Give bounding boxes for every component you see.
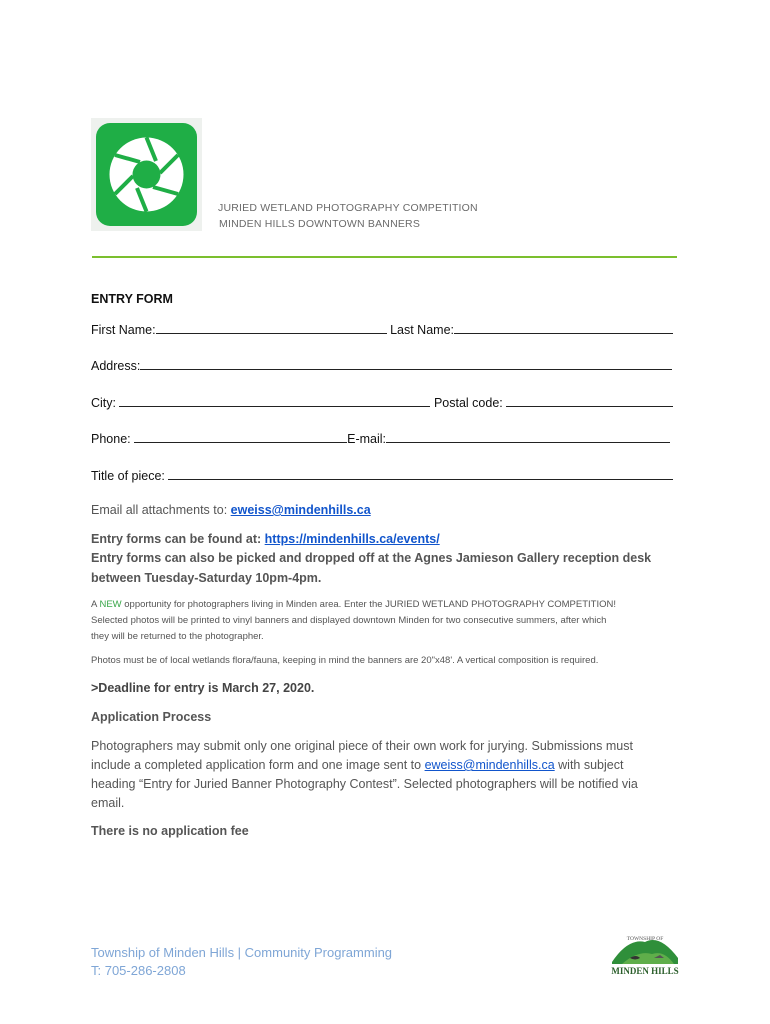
aperture-icon xyxy=(96,123,197,226)
process-line-1: Photographers may submit only one original piece of their own work for jurying. Submissions must xyxy=(91,739,633,753)
address-field[interactable] xyxy=(140,357,672,370)
city-field[interactable] xyxy=(119,394,430,407)
last-name-field[interactable] xyxy=(454,321,673,334)
postal-field[interactable] xyxy=(506,394,673,407)
email-attachments xyxy=(91,503,371,517)
process-line-2a: include a completed application form and one image sent to xyxy=(91,758,422,772)
header-line-2: MINDEN HILLS DOWNTOWN BANNERS xyxy=(219,218,421,230)
no-fee: There is no application fee xyxy=(91,824,249,838)
deadline: >Deadline for entry is March 27, 2020. xyxy=(91,681,315,695)
footer-line-1: Township of Minden Hills | Community Programming xyxy=(91,945,393,960)
email-prefix: Email all attachments to: xyxy=(91,503,228,517)
header-line-1: JURIED WETLAND PHOTOGRAPHY COMPETITION xyxy=(218,202,478,214)
phone-row xyxy=(91,430,670,446)
process-line-2b: with subject xyxy=(558,758,624,772)
forms-prefix: Entry forms can be found at: xyxy=(91,532,262,546)
process-email-link[interactable]: eweiss@mindenhills.ca xyxy=(424,758,555,772)
notice-line-3: they will be returned to the photographer. xyxy=(91,631,264,642)
address-label: Address: xyxy=(91,359,141,373)
aperture-logo xyxy=(91,118,202,231)
title-field[interactable] xyxy=(168,467,673,480)
name-row xyxy=(91,321,677,337)
form-title: ENTRY FORM xyxy=(91,292,173,306)
first-name-label: First Name: xyxy=(91,323,156,337)
notice-a: A xyxy=(91,599,97,610)
phone-field[interactable] xyxy=(134,430,347,443)
divider xyxy=(92,256,677,258)
title-row xyxy=(91,467,673,483)
title-label: Title of piece: xyxy=(91,469,165,483)
logo-top-text: TOWNSHIP OF xyxy=(626,936,664,942)
notice-line-2: Selected photos will be printed to vinyl banners and displayed downtown Minden for two consecutive summers, after which xyxy=(91,615,607,626)
postal-label: Postal code: xyxy=(433,396,503,410)
address-row xyxy=(91,357,672,373)
last-name-label: Last Name: xyxy=(390,323,454,337)
new-badge: NEW xyxy=(99,599,122,610)
township-logo-icon xyxy=(608,928,682,976)
notice-line-1 xyxy=(91,597,681,613)
notice-paragraph xyxy=(91,597,681,645)
footer-line-2: T: 705-286-2808 xyxy=(91,963,186,978)
email-link[interactable]: eweiss@mindenhills.ca xyxy=(230,503,371,517)
email-label: E-mail: xyxy=(347,432,387,446)
events-link[interactable]: https://mindenhills.ca/events/ xyxy=(264,532,440,546)
pickup-line-1: Entry forms can also be picked and dropped off at the Agnes Jamieson Gallery reception desk xyxy=(91,551,652,565)
city-label: City: xyxy=(91,396,116,410)
city-row xyxy=(91,394,673,410)
notice-line-1-rest: opportunity for photographers living in Minden area. Enter the JURIED WETLAND PHOTOGRAPHY COMPETITION! xyxy=(124,599,616,610)
email-field[interactable] xyxy=(386,430,670,443)
minden-hills-logo xyxy=(608,928,682,976)
forms-location xyxy=(91,532,440,546)
process-line-4: email. xyxy=(91,796,125,810)
logo-bottom-text: MINDEN HILLS xyxy=(611,966,679,976)
process-paragraph xyxy=(91,737,691,813)
process-heading: Application Process xyxy=(91,710,212,724)
process-line-3: heading “Entry for Juried Banner Photography Contest”. Selected photographers will be notified via xyxy=(91,777,638,791)
process-line-2 xyxy=(91,756,691,775)
notice-line-4: Photos must be of local wetlands flora/fauna, keeping in mind the banners are 20"x48'. A vertical composition is required. xyxy=(91,655,599,666)
first-name-field[interactable] xyxy=(156,321,387,334)
phone-label: Phone: xyxy=(91,432,131,446)
pickup-line-2: between Tuesday-Saturday 10pm-4pm. xyxy=(91,571,322,585)
